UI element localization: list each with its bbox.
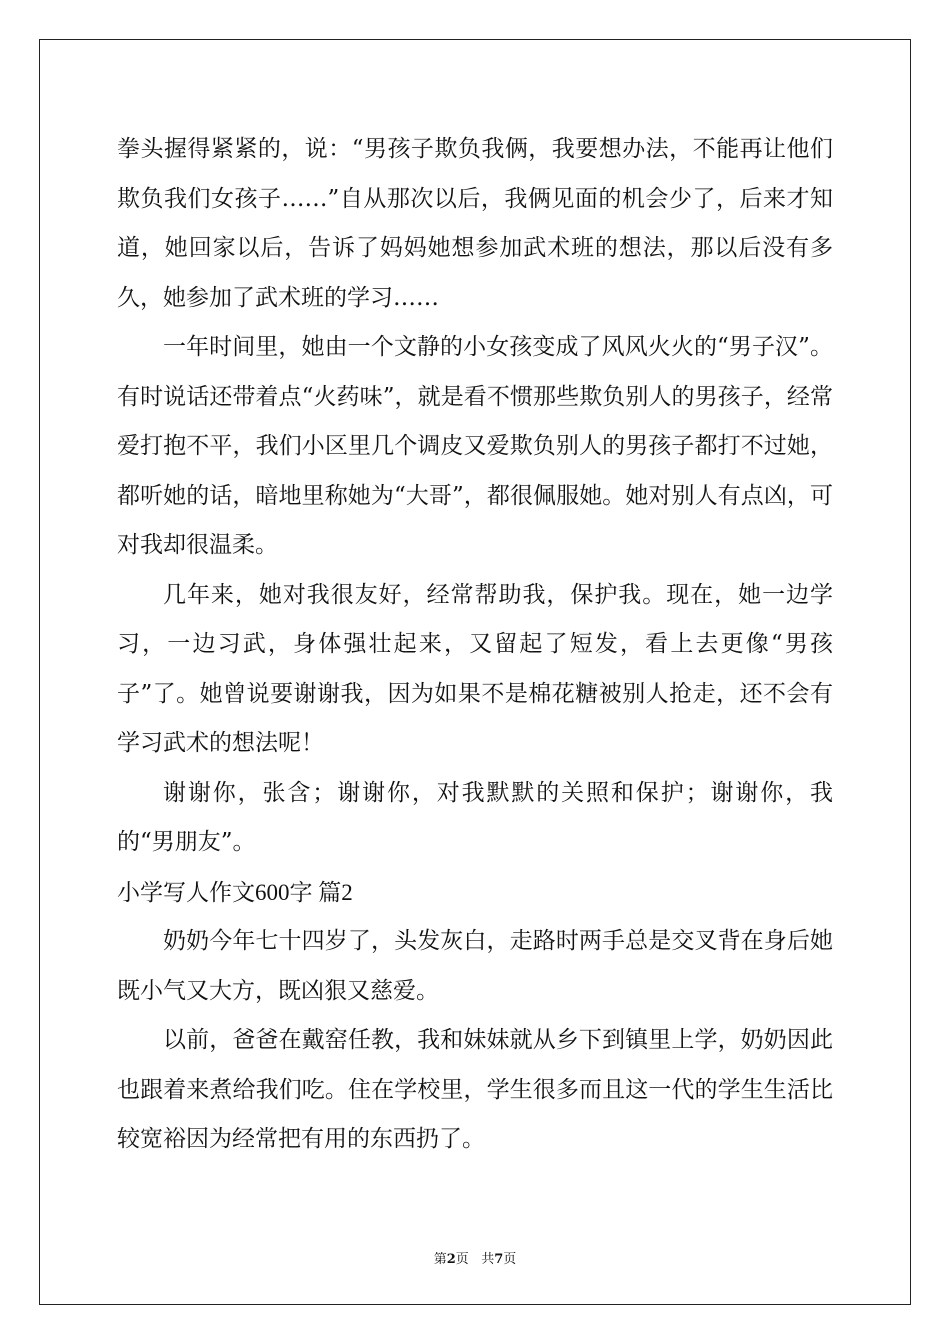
paragraph-5: 奶奶今年七十四岁了，头发灰白，走路时两手总是交叉背在身后她既小气又大方，既凶狠又慈爱。: [117, 928, 833, 1004]
footer-total-prefix: 共: [481, 1252, 495, 1267]
current-page-number: 2: [446, 1252, 456, 1267]
paragraph-1: 拳头握得紧紧的，说：“男孩子欺负我俩，我要想办法，不能再让他们欺负我们女孩子……”自从那次以后，我俩见面的机会少了，后来才知道，她回家以后，告诉了妈妈她想参加武术班的想法，那以后没有多久，她参加了武术班的学习……: [117, 136, 833, 311]
document-body: [117, 125, 833, 1165]
paragraph-3: 几年来，她对我很友好，经常帮助我，保护我。现在，她一边学习，一边习武，身体强壮起来，又留起了短发，看上去更像“男孩子”了。她曾说要谢谢我，因为如果不是棉花糖被别人抢走，还不会有学习武术的想法呢！: [117, 581, 833, 756]
footer-prefix: 第: [433, 1252, 447, 1267]
paragraph-4: 谢谢你，张含；谢谢你，对我默默的关照和保护；谢谢你，我的“男朋友”。: [117, 779, 833, 855]
paragraph-2: 一年时间里，她由一个文静的小女孩变成了风风火火的“男子汉”。有时说话还带着点“火药味”，就是看不惯那些欺负别人的男孩子，经常爱打抱不平，我们小区里几个调皮又爱欺负别人的男孩子都打不过她，都听她的话，暗地里称她为“大哥”，都很佩服她。她对别人有点凶，可对我却很温柔。: [117, 334, 833, 558]
page-footer: [0, 1248, 950, 1267]
total-pages-number: 7: [494, 1252, 504, 1267]
footer-total-suffix: 页: [503, 1252, 517, 1267]
paragraph-6: 以前，爸爸在戴窑任教，我和妹妹就从乡下到镇里上学，奶奶因此也跟着来煮给我们吃。住在学校里，学生很多而且这一代的学生生活比较宽裕因为经常把有用的东西扔了。: [117, 1027, 833, 1152]
section-heading: 小学写人作文600字 篇2: [117, 879, 353, 905]
footer-page-suffix: 页: [455, 1252, 469, 1267]
